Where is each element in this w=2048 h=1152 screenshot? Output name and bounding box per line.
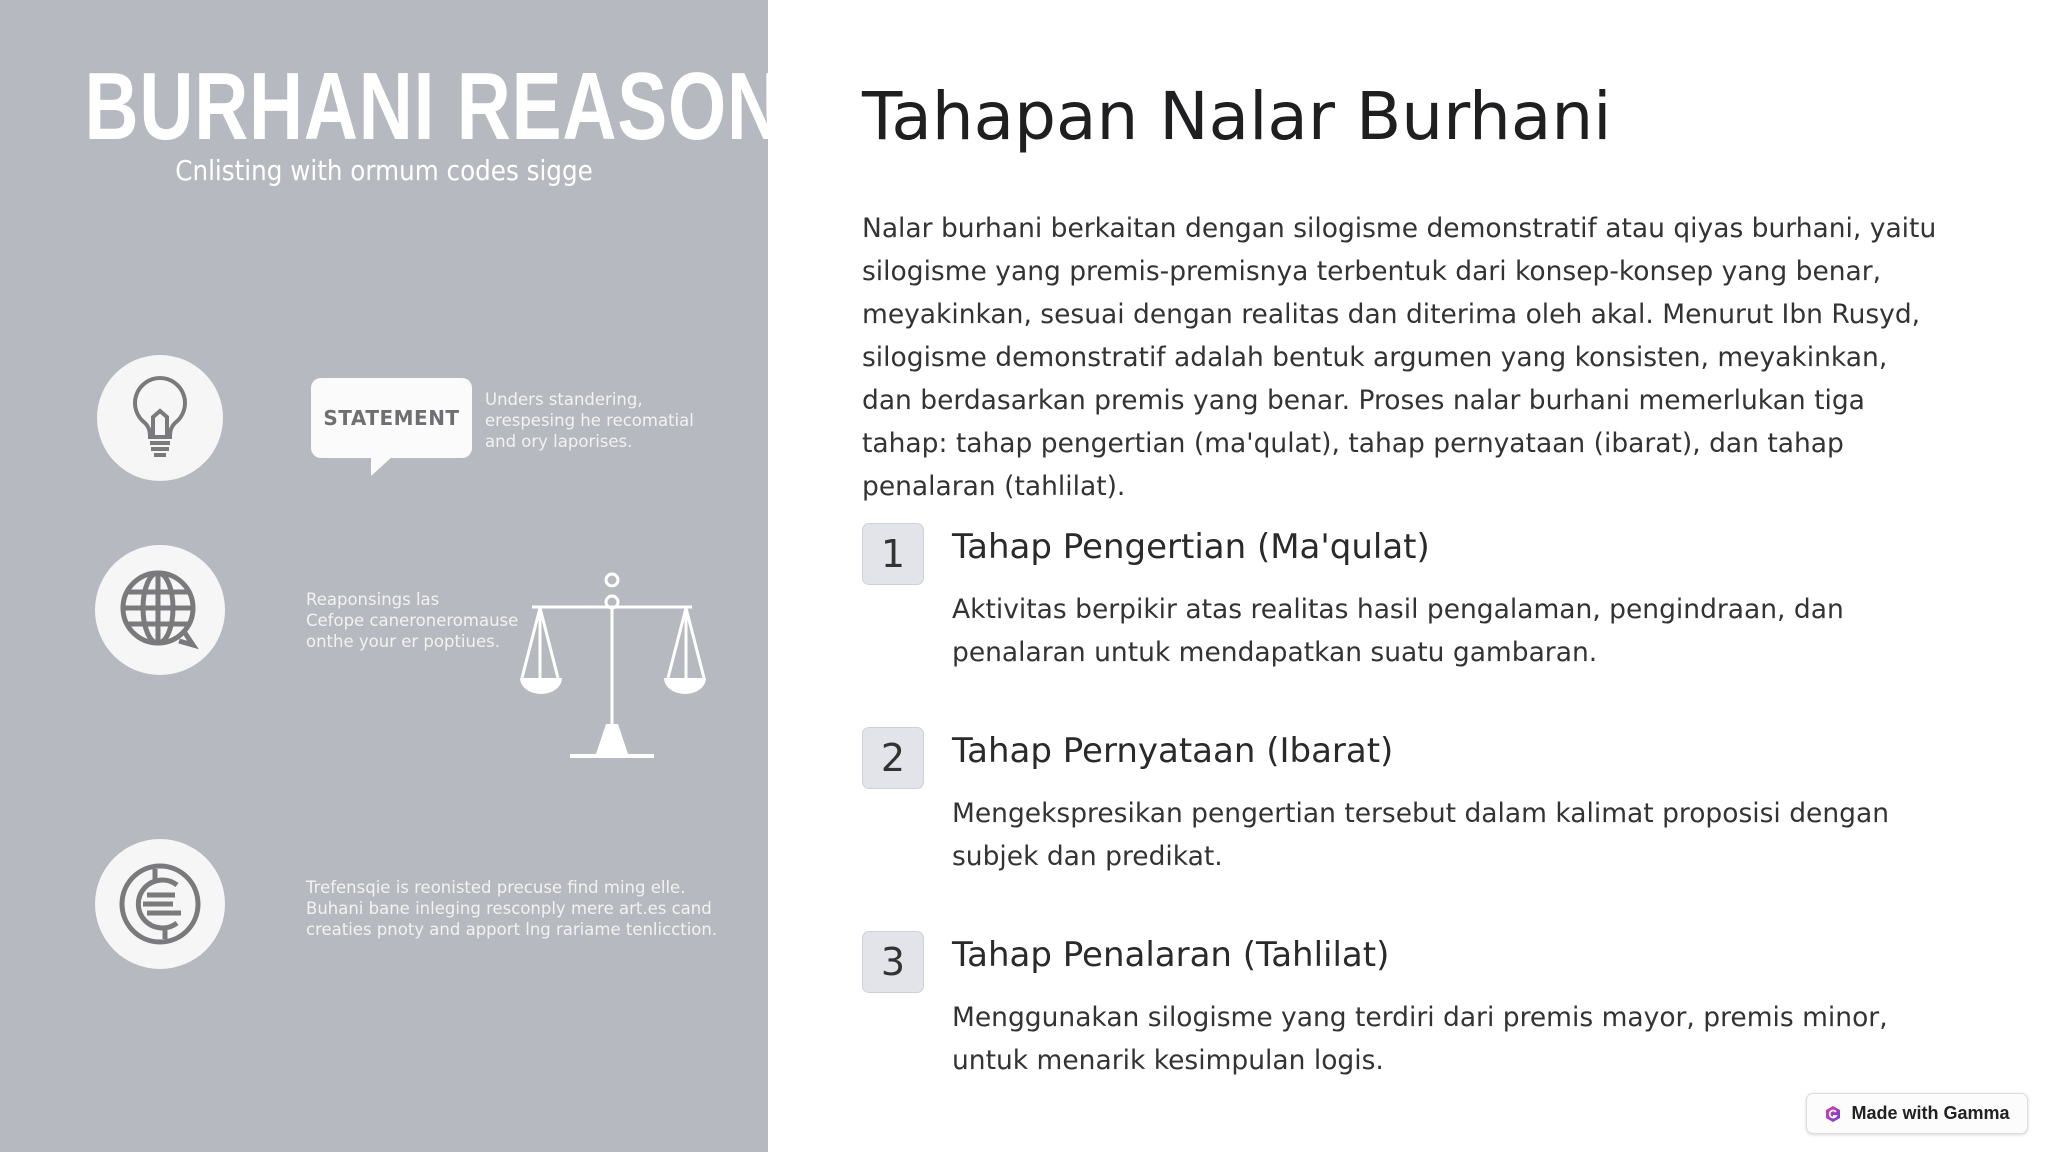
illustration-subtitle: Cnlisting with ormum codes sigge <box>175 154 593 187</box>
third-text <box>306 877 717 940</box>
step-title: Tahap Penalaran (Tahlilat) <box>952 935 1390 975</box>
step-description: Aktivitas berpikir atas realitas hasil pengalaman, pengindraan, dan penalaran untuk mendapatkan suatu gambaran. <box>952 594 1844 668</box>
step-description: Menggunakan silogisme yang terdiri dari premis mayor, premis minor, untuk menarik kesimpulan logis. <box>952 1002 1888 1076</box>
step-description: Mengekspresikan pengertian tersebut dalam kalimat proposisi dengan subjek dan predikat. <box>952 798 1889 872</box>
text-line: Cefope caneroneromause <box>306 611 519 630</box>
text-line: and ory laporises. <box>485 432 633 451</box>
globe-text <box>306 589 518 652</box>
text-line: Trefensqie is reonisted precuse find ming elle. <box>306 878 686 897</box>
gamma-logo-icon <box>1824 1105 1842 1123</box>
step-number-badge: 2 <box>862 727 924 789</box>
made-with-gamma-button[interactable] <box>1806 1093 2028 1134</box>
step-number-badge: 3 <box>862 931 924 993</box>
scales-of-justice-icon <box>518 572 708 762</box>
statement-bubble: STATEMENT <box>311 378 472 458</box>
gamma-label: Made with Gamma <box>1851 1103 2010 1123</box>
page-title: Tahapan Nalar Burhani <box>862 78 1612 155</box>
lightbulb-icon <box>97 355 223 481</box>
illustration-panel <box>0 0 947 1152</box>
text-line: Buhani bane inleging resconply mere art.es cand <box>306 899 712 918</box>
step-title: Tahap Pernyataan (Ibarat) <box>952 731 1394 771</box>
text-line: Reaponsings las <box>306 590 440 609</box>
illustration-title: BURHANI REASONSNG <box>84 53 947 160</box>
globe-icon <box>95 545 225 675</box>
text-line: erespesing he recomatial <box>485 411 694 430</box>
intro-paragraph: Nalar burhani berkaitan dengan silogisme demonstratif atau qiyas burhani, yaitu silogisme yang premis-premisnya terbentuk dari konsep-konsep yang benar, meyakinkan, sesuai dengan realitas dan diterima oleh akal. Menurut Ibn Rusyd, silogisme demonstratif adalah bentuk argumen yang konsisten, meyakinkan, dan berdasarkan premis yang benar. Proses nalar burhani memerlukan tiga tahap: tahap pengertian (ma'qulat), tahap pernyataan (ibarat), dan tahap penalaran (tahlilat). <box>862 213 1937 502</box>
content-panel <box>768 0 2048 1152</box>
statement-text <box>485 389 694 452</box>
text-line: creaties pnoty and apport lng rariame tenlicction. <box>306 920 718 939</box>
step-title: Tahap Pengertian (Ma'qulat) <box>952 527 1430 567</box>
text-line: onthe your er poptiues. <box>306 632 500 651</box>
circuit-coin-icon <box>95 839 225 969</box>
text-line: Unders standering, <box>485 390 643 409</box>
step-number-badge: 1 <box>862 523 924 585</box>
